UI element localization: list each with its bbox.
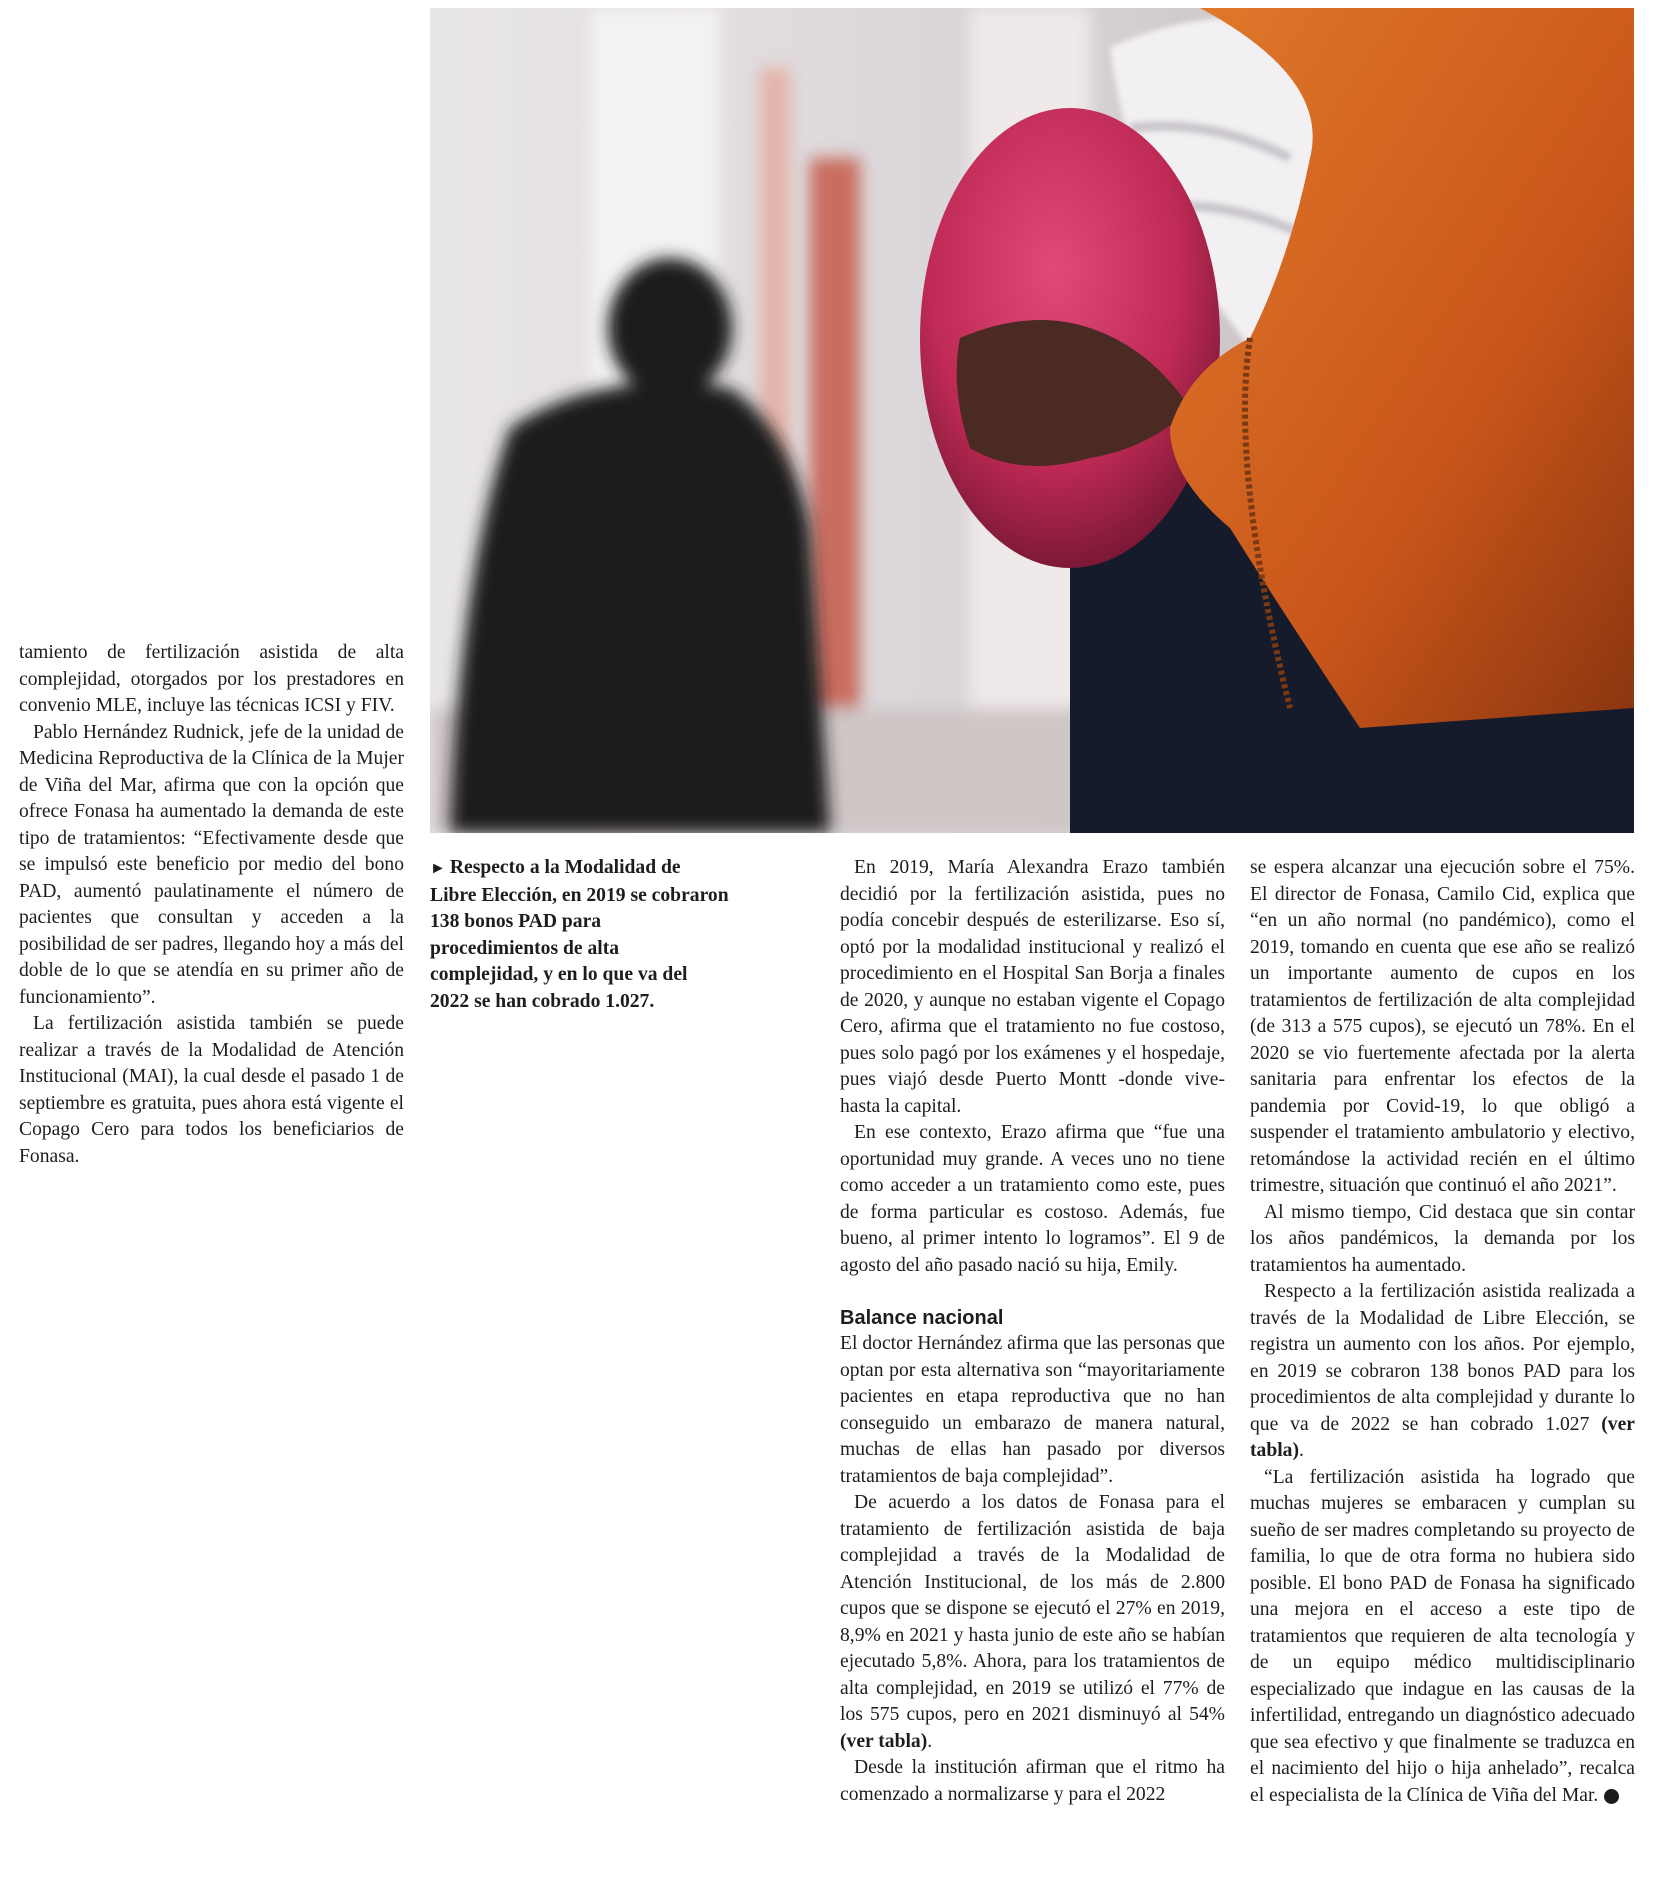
see-table-reference: (ver tabla) <box>840 1730 928 1752</box>
paragraph <box>1250 1465 1635 1810</box>
article-column-4 <box>1250 855 1635 1809</box>
paragraph-end: . <box>927 1730 933 1752</box>
article-photo <box>430 8 1634 833</box>
paragraph: En ese contexto, Erazo afirma que “fue una oportunidad muy grande. A veces uno no tiene como acceder a un tratamiento como este, pues de forma particular es costoso. Además, fue bueno, al primer intento lo logramos”. El 9 de agosto del año pasado nació su hija, Emily. <box>840 1122 1225 1276</box>
paragraph-text: De acuerdo a los datos de Fonasa para el tratamiento de fertilización asistida de baja complejidad a través de la Modalidad de Atención Institucional, de los más de 2.800 cupos que se dispone se ejecutó el 27% en 2019, 8,9% en 2021 y hasta junio de este año se habían ejecutado 5,8%. Ahora, para los tratamientos de alta complejidad, en 2019 se utilizó el 77% de los 575 cupos, pero en 2021 disminuyó al 54% <box>840 1492 1225 1725</box>
paragraph: La fertilización asistida también se puede realizar a través de la Modalidad de Atención Institucional (MAI), la cual desde el pasado 1 de septiembre es gratuita, pues ahora está vigente el Copago Cero para todos los beneficiarios de Fonasa. <box>19 1013 404 1167</box>
article-column-3 <box>840 855 1225 1808</box>
paragraph: Al mismo tiempo, Cid destaca que sin contar los años pandémicos, la demanda por los tratamientos ha aumentado. <box>1250 1201 1635 1276</box>
paragraph: Desde la institución afirman que el ritmo ha comenzado a normalizarse y para el 2022 <box>840 1757 1225 1805</box>
paragraph: Pablo Hernández Rudnick, jefe de la unidad de Medicina Reproductiva de la Clínica de la Mujer de Viña del Mar, afirma que con la opción que ofrece Fonasa ha aumentado la demanda de este tipo de tratamientos: “Efectivamente desde que se impulsó este beneficio por medio del bono PAD, aumentó paulatinamente el número de pacientes que consultan y acceden a la posibilidad de ser padres, llegando hoy a más del doble de lo que se atendía en su primer año de funcionamiento”. <box>19 721 404 1008</box>
end-of-article-icon <box>1604 1789 1619 1804</box>
paragraph: se espera alcanzar una ejecución sobre el 75%. El director de Fonasa, Camilo Cid, explica que “en un año normal (no pandémico), como el 2019, tomando en cuenta que ese año se realizó un importante aumento de cupos en los tratamientos de fertilización de alta complejidad (de 313 a 575 cupos), se ejecutó un 78%. En el 2020 se vio fuertemente afectada por la alerta sanitaria para enfrentar los efectos de la pandemia por Covid-19, lo que obligó a suspender el tratamiento ambulatorio y electivo, retomándose la actividad recién en el último trimestre, situación que continuó el año 2021”. <box>1250 857 1635 1196</box>
section-subheading: Balance nacional <box>840 1307 1004 1329</box>
photo-caption <box>430 855 730 1015</box>
caption-text: Respecto a la Modalidad de Libre Elección, en 2019 se cobraron 138 bonos PAD para procedimientos de alta complejidad, y en lo que va del 2022 se han cobrado 1.027. <box>430 857 729 1012</box>
paragraph: El doctor Hernández afirma que las personas que optan por esta alternativa son “mayoritariamente pacientes en etapa reproductiva que no han conseguido un embarazo de manera natural, muchas de ellas han pasado por diversos tratamientos de baja complejidad”. <box>840 1333 1225 1487</box>
paragraph-end: . <box>1298 1440 1304 1461</box>
article-column-1 <box>19 640 404 1170</box>
caption-arrow-icon: ► <box>430 860 446 877</box>
paragraph-text: “La fertilización asistida ha logrado que muchas mujeres se embaracen y cumplan su sueño de ser madres completando su proyecto de familia, lo que de otra forma no hubiera sido posible. El bono PAD de Fonasa ha significado una mejora en el acceso a este tipo de tratamientos que requieren de alta tecnología y de un equipo médico multidisciplinario especializado que indague en las causas de la infertilidad, entregando un diagnóstico adecuado que sea efectivo y que finalmente se traduzca en el nacimiento del hijo o hija anhelado”, recalca el especialista de la Clínica de Viña del Mar. <box>1250 1466 1635 1806</box>
paragraph <box>1250 1279 1635 1465</box>
paragraph <box>840 1490 1225 1755</box>
paragraph: En 2019, María Alexandra Erazo también decidió por la fertilización asistida, pues no podía concebir después de esterilizarse. Eso sí, optó por la modalidad institucional y realizó el procedimiento en el Hospital San Borja a finales de 2020, y aunque no estaban vigente el Copago Cero, afirma que el tratamiento no fue costoso, pues solo pagó por los exámenes y el hospedaje, pues viajó desde Puerto Montt -donde vive- hasta la capital. <box>840 857 1225 1117</box>
see-table-reference: (ver tabla) <box>1250 1413 1635 1461</box>
paragraph-text: Respecto a la fertilización asistida realizada a través de la Modalidad de Libre Elección, se registra un aumento con los años. Por ejemplo, en 2019 se cobraron 138 bonos PAD para los procedimientos de alta complejidad y durante lo que va de 2022 se han cobrado 1.027 <box>1250 1281 1635 1435</box>
paragraph: tamiento de fertilización asistida de alta complejidad, otorgados por los prestadores en convenio MLE, incluye las técnicas ICSI y FIV. <box>19 642 404 716</box>
